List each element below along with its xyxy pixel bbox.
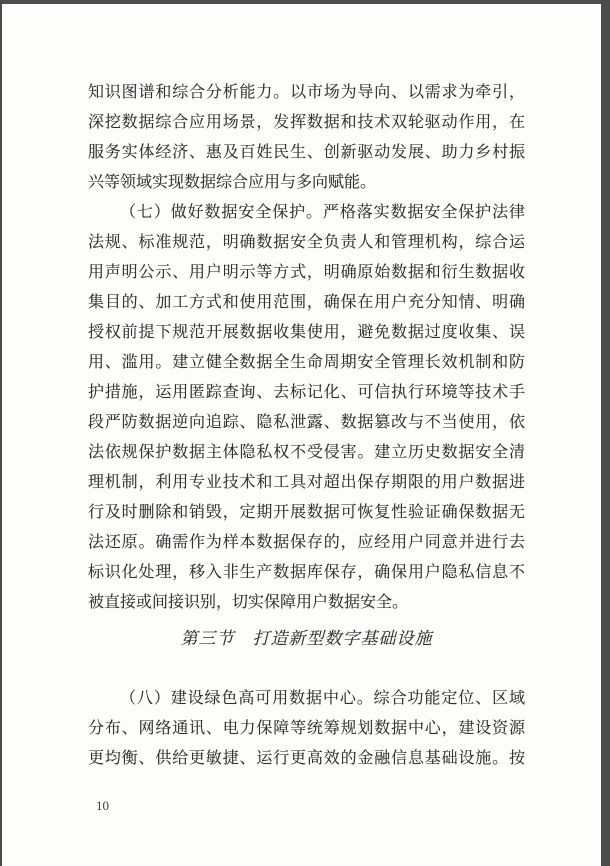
body-text-line: 理机制，利用专业技术和工具对超出保存期限的用户数据进 — [88, 474, 525, 491]
section-heading: 第三节 打造新型数字基础设施 — [180, 629, 433, 648]
body-text-line: 服务实体经济、惠及百姓民生、创新驱动发展、助力乡村振 — [88, 144, 525, 161]
body-text-line: 深挖数据综合应用场景，发挥数据和技术双轮驱动作用，在 — [88, 114, 525, 131]
body-text-line: 法还原。确需作为样本数据保存的，应经用户同意并进行去 — [88, 534, 525, 551]
paragraph-continuation — [88, 78, 525, 198]
body-text-line: 标识化处理，移入非生产数据库保存，确保用户隐私信息不 — [88, 564, 525, 581]
body-text-line: 兴等领域实现数据综合应用与多向赋能。 — [88, 174, 377, 191]
body-text-line: 更均衡、供给更敏捷、运行更高效的金融信息基础设施。按 — [88, 750, 525, 767]
body-text-line: 护措施，运用匿踪查询、去标记化、可信执行环境等技术手 — [88, 384, 525, 401]
page-number: 10 — [96, 798, 109, 813]
body-text-line: 法规、标准规范，明确数据安全负责人和管理机构，综合运 — [88, 234, 525, 251]
body-text-line: 分布、网络通讯、电力保障等统筹规划数据中心，建设资源 — [88, 720, 525, 737]
body-text-line: 段严防数据逆向追踪、隐私泄露、数据篡改与不当使用，依 — [88, 414, 525, 431]
paragraph-item-8 — [88, 684, 525, 774]
body-text-line: 行及时删除和销毁，定期开展数据可恢复性验证确保数据无 — [88, 504, 525, 521]
paragraph-item-7 — [88, 198, 525, 618]
body-text-line: 授权前提下规范开展数据收集使用，避免数据过度收集、误 — [88, 324, 525, 341]
document-page — [2, 4, 601, 866]
body-text-line: 法依规保护数据主体隐私权不受侵害。建立历史数据安全清 — [88, 444, 525, 461]
body-text-line: （七）做好数据安全保护。严格落实数据安全保护法律 — [120, 204, 525, 221]
body-text-line: 用声明公示、用户明示等方式，明确原始数据和衍生数据收 — [88, 264, 525, 281]
body-text-line: 被直接或间接识别，切实保障用户数据安全。 — [88, 594, 409, 611]
body-text-line: 用、滥用。建立健全数据全生命周期安全管理长效机制和防 — [88, 354, 525, 371]
body-text-line: （八）建设绿色高可用数据中心。综合功能定位、区域 — [120, 690, 525, 707]
body-text-line: 集目的、加工方式和使用范围，确保在用户充分知情、明确 — [88, 294, 525, 311]
body-text-line: 知识图谱和综合分析能力。以市场为导向、以需求为牵引， — [88, 84, 525, 101]
